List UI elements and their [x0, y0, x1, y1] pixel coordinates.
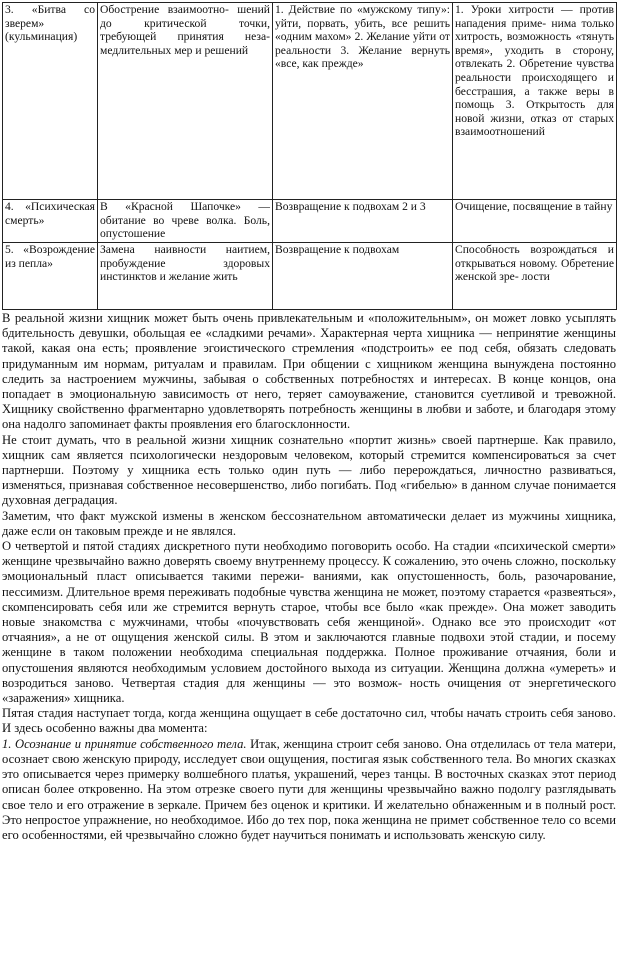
gains-cell: Очищение, посвящение в тайну [453, 200, 617, 243]
italic-heading: 1. Осознание и принятие собственного тела. [2, 736, 247, 751]
pitfalls-cell: Возвращение к подвохам [273, 243, 453, 310]
document-page [2, 2, 618, 843]
paragraph: Заметим, что факт мужской измены в женском бессознательном автоматически делает из мужчины хищника, даже если он таковым прежде и не являлся. [2, 508, 616, 538]
table-row [3, 200, 617, 243]
paragraph: Не стоит думать, что в реальной жизни хищник сознательно «портит жизнь» своей партнерше. Как правило, хищник сам является психологически нездоровым человеком, который стремится компенсироваться за счет партнерши. Поэтому у хищника есть только один путь — либо перерождаться, личностно развиваться, изменяться, признавая собственное несовершенство, либо погибать. Под «гибелью» в данном случае понимается духовная деградация. [2, 432, 616, 508]
gains-cell: Способность возрождаться и открываться новому. Обретение женской зре- лости [453, 243, 617, 310]
paragraph-text: Итак, женщина строит себя заново. Она отделилась от тела матери, осознает свою женскую природу, исследует свои ощущения, постигая язык собственного тела. Во многих сказках это описывается через примерку волшебного платья, украшений, через танцы. В восточных сказках этот период описан более откровенно. На этом отрезке своего пути для женщины чрезвычайно важно подолгу разглядывать свое тело и его отражение в зеркале. Причем без оценок и критики. И желательно обнаженным и в полный рост. Это непростое упражнение, но необходимое. Ибо до тех пор, пока женщина не примет собственное тело со всеми его особенностями, ей чрезвычайно сложно будет научиться понимать и использовать женскую силу. [2, 736, 616, 842]
gains-cell: 1. Уроки хитрости — против нападения приме- нима только хитрость, возможность «тянуть время», уходить в сторону, отвлекать 2. Обретение чувства реальности происходящего и бесстрашия, а также веры в помощь 3. Открытость для новой жизни, отказ от старых взаимоотношений [453, 3, 617, 200]
body-text [2, 310, 616, 843]
stage-cell: 4. «Психическая смерть» [3, 200, 98, 243]
stage-cell: 3. «Битва со зверем» (кульминация) [3, 3, 98, 200]
pitfalls-cell: Возвращение к подвохам 2 и 3 [273, 200, 453, 243]
description-cell: В «Красной Шапочке» — обитание во чреве волка. Боль, опустошение [98, 200, 273, 243]
stage-cell: 5. «Возрождение из пепла» [3, 243, 98, 310]
paragraph-final [2, 737, 616, 843]
table-row [3, 3, 617, 200]
paragraph: В реальной жизни хищник может быть очень привлекательным и «положительным», он может ловко усыплять бдительность девушки, обольщая ее «сладкими речами». Характерная черта хищника — непринятие женщины такой, какая она есть; проявление эгоистического стремления «подстроить» ее под себя, обязать следовать придуманным им нормам, ритуалам и правилам. При общении с хищником женщина вынуждена постоянно следить за настроением мужчины, забывая о собственных потребностях и интересах. В конце концов, она попадает в эмоциональную зависимость от него, теряет самоуважение, становится суетливой и тревожной. Хищнику свойственно фрагментарно удовлетворять потребность женщины в любви и заботе, и благодаря этому она надолго запоминает факты проявления его благосклонности. [2, 311, 616, 432]
paragraph: О четвертой и пятой стадиях дискретного пути необходимо поговорить особо. На стадии «психической смерти» женщине чрезвычайно важно доверять своему внутреннему процессу. К сожалению, это очень сложно, поскольку эмоциональный пласт описывается такими пережи- ваниями, как опустошенность, боль, разочарование, пессимизм. Длительное время переживать подобные чувства женщина не может, поэтому старается «развеяться», скомпенсировать себя или же стремится вернуть старое, чтобы все было «как прежде». Она может заводить новые знакомства с мужчинами, чтобы «почувствовать себя женщиной». Однако все это происходит «от отчаяния», а не от ощущения женской силы. В этом и заключаются главные подвохи этой стадии, и посему женщине в таком положении необходима специальная поддержка. Полное проживание отчаяния, боли и опустошения являются необходимым условием достойного выхода из ситуации. Женщина должна «умереть» и возродиться заново. Четвертая стадия для женщины — это возмож- ность очищения от энергетического «заражения» хищника. [2, 539, 616, 706]
description-cell: Замена наивности наитием, пробуждение здоровых инстинктов и желание жить [98, 243, 273, 310]
stages-table [2, 2, 617, 310]
pitfalls-cell: 1. Действие по «мужскому типу»: уйти, порвать, убить, все решить «одним махом» 2. Желание уйти от реальности 3. Желание вернуть «все, как прежде» [273, 3, 453, 200]
table-row [3, 243, 617, 310]
paragraph: Пятая стадия наступает тогда, когда женщина ощущает в себе достаточно сил, чтобы начать строить себя заново. И здесь особенно важны два момента: [2, 706, 616, 736]
description-cell: Обострение взаимоотно- шений до критической точки, требующей принятия неза- медлительных мер и решений [98, 3, 273, 200]
